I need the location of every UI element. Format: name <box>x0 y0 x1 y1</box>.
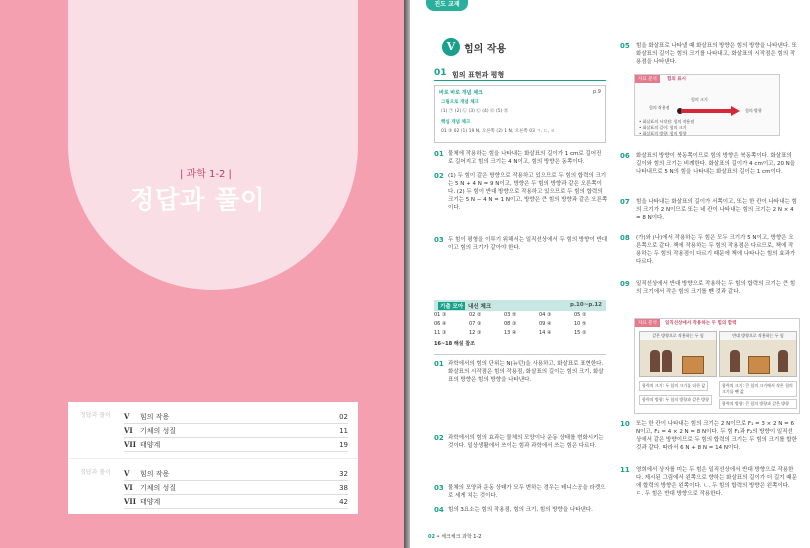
toc-num: V <box>124 469 130 478</box>
answer-item <box>434 360 608 384</box>
toc-num: VII <box>124 497 136 506</box>
answer-key-grid <box>434 312 606 352</box>
answer-cell: 07 ③ <box>469 321 482 327</box>
item-number: 09 <box>620 280 630 288</box>
answer-cell: 01 ③ <box>434 312 447 318</box>
section-number: 01 <box>434 68 447 78</box>
answer-key-header <box>434 300 606 311</box>
crate-icon <box>682 356 704 374</box>
unit-number-badge: V <box>442 38 460 56</box>
item-number: 06 <box>620 152 630 160</box>
item-number: 02 <box>434 434 444 442</box>
item-text: 힘을 화살표로 나타낼 때 화살표의 방향은 힘의 방향을 나타낸다. 또 화살표의 길이는 힘의 크기를 나타내고, 화살표의 시작점은 힘의 작용점을 나타낸다. <box>636 43 797 65</box>
item-text: 또는 한 칸이 나타내는 힘의 크기는 2 N이므로 F₁ = 3 × 2 N = 6 N이고, F₂ = 4 × 2 N = 8 N이다. 두 힘 F₁과 F₂의 방향이 일직선상에서 같은 방향이므로 두 힘의 합력의 크기는 두 힘의 크기를 합한 것과 같다. 따라서 6 N + 8 N = 14 N이다. <box>636 421 797 451</box>
toc-num: VII <box>124 440 136 449</box>
toc-num: V <box>124 412 130 421</box>
box-line: 그림으로 개념 체크 <box>441 100 479 105</box>
item-number: 02 <box>434 172 444 180</box>
item-text: 과학에서의 힘의 단위는 N(뉴턴)을 사용하고, 화살표로 표현한다. 화살표의 시작점은 힘의 작용점, 화살표의 길이는 힘의 크기, 화살표의 방향은 힘의 방향을 나타낸다. <box>448 361 604 383</box>
person-icon <box>730 350 740 372</box>
answer-cell: 15 ② <box>574 330 587 336</box>
cover-title: 정답과 풀이 <box>130 185 266 214</box>
item-number: 03 <box>434 484 444 492</box>
same-direction-panel <box>639 331 717 377</box>
answer-item <box>434 434 608 450</box>
answer-item <box>620 466 798 498</box>
panel-heading: 반대 방향으로 작용하는 두 힘 <box>720 332 796 340</box>
answer-item <box>620 152 798 176</box>
crate-icon <box>748 356 770 374</box>
box-line: 핵심 개념 체크 <box>441 120 471 125</box>
toc-group-1 <box>68 402 358 458</box>
answer-item <box>434 484 608 500</box>
toc-num: VI <box>124 483 133 492</box>
toc-row[interactable] <box>124 410 348 424</box>
divider <box>434 354 606 355</box>
toc-num: VI <box>124 426 133 435</box>
figure-label: 힘의 방향 <box>745 108 762 113</box>
box-line: (1) ㉠ (2) ㉡ (3) ㉢ (4) ㉣ (5) ㉤ <box>441 109 509 114</box>
force-diagram <box>634 74 780 136</box>
item-text: 물체의 모양과 운동 상태가 모두 변하는 경우는 테니스공을 라켓으로 세게 치는 것이다. <box>448 485 606 499</box>
toc-name: 기체의 성질 <box>140 426 177 435</box>
answer-item <box>620 280 798 296</box>
figure-label: 힘의 크기 <box>691 97 708 102</box>
answer-cell: 06 ④ <box>434 321 447 327</box>
answer-item <box>620 234 798 266</box>
toc-page: 42 <box>339 497 348 506</box>
answer-item <box>620 420 798 452</box>
toc-row[interactable] <box>124 467 348 481</box>
cover-page <box>0 0 404 548</box>
page-number: 02 <box>428 534 435 540</box>
answer-item <box>434 150 608 166</box>
person-icon <box>778 350 788 372</box>
figure-note: 합력의 크기: 두 힘의 크기를 더한 값 <box>639 381 708 391</box>
figure-note: 합력의 방향: 두 힘의 방향과 같은 방향 <box>639 395 712 405</box>
item-text: 화살표의 방향이 북동쪽이므로 힘의 방향은 북동쪽이다. 화살표의 길이와 힘의 크기는 비례한다. 화살표의 길이가 4 cm이고, 20 N을 나타내므로 5 N의 힘을 나타내는 화살표의 길이는 1 cm이다. <box>636 153 796 175</box>
box-line: 01 ③ 02 (1) 19 N, 오른쪽 (2) 1 N, 오른쪽 03 ㄱ, ㄷ, ㄹ <box>441 129 556 134</box>
item-text: (가)와 (나)에서 작용하는 두 힘은 모두 크기가 5 N이고, 방향은 오른쪽으로 같다. 책에 작용하는 두 힘의 작용점은 다르므로, 책에 작용하는 두 힘의 작용점이 다르기 때문에 책에 나타나는 힘의 효과가 다르다. <box>636 235 796 265</box>
concept-check-box <box>434 85 606 143</box>
item-text: 일직선상에서 반대 방향으로 작용하는 두 힘의 합력의 크기는 큰 힘의 크기에서 작은 힘의 크기를 뺀 것과 같다. <box>636 281 796 295</box>
answer-cell: 02 ② <box>469 312 482 318</box>
item-number: 03 <box>434 236 444 244</box>
toc-page: 19 <box>339 440 348 449</box>
answer-item <box>434 506 608 514</box>
box-page: p.9 <box>593 89 601 95</box>
answer-cell: 08 ③ <box>504 321 517 327</box>
answer-key-title: 내신 체크 <box>468 304 492 310</box>
figure-title: 힘의 표시 <box>667 77 686 82</box>
answer-cell: 04 ③ <box>539 312 552 318</box>
answer-item <box>434 236 608 252</box>
item-text: 두 힘이 평형을 이루기 위해서는 일직선상에서 두 힘의 방향이 반대이고 힘의 크기가 같아야 한다. <box>448 237 608 251</box>
item-text: 힘을 나타내는 화살표의 길이가 서쪽이고, 또는 한 칸이 나타내는 힘의 크기가 2 N이므로 또는 네 칸이 나타내는 힘의 크기는 2 N × 4 = 8 N이다. <box>636 199 797 221</box>
arrow-head-icon <box>731 106 740 116</box>
figure-tag: 자료 분석 <box>635 75 660 83</box>
person-icon <box>662 350 672 372</box>
figure-note: 합력의 방향: 큰 힘의 방향과 같은 방향 <box>719 399 797 409</box>
toc-page: 11 <box>339 426 348 435</box>
item-text: (1) 두 힘이 같은 방향으로 작용하고 있으므로 두 힘의 합력의 크기는 5 N + 4 N = 9 N이고, 방향은 두 힘의 방향과 같은 오른쪽이다. (2) 두 힘이 반대 방향으로 작용하고 있으므로 두 힘의 합력의 크기는 5 N − 4 N = 1 N이고, 방향은 큰 힘의 방향과 같은 오른쪽이다. <box>448 173 608 211</box>
toc-name: 기체의 성질 <box>140 483 177 492</box>
unit-title: 힘의 작용 <box>464 44 507 55</box>
item-number: 11 <box>620 466 630 474</box>
toc-label: 정답과 풀이 <box>80 469 111 476</box>
answer-cell: 09 ④ <box>539 321 552 327</box>
item-text: 물체에 작용하는 힘을 나타내는 화살표의 길이가 1 cm로 길어진 로 길어지고 힘의 크기는 4 N이고, 힘의 방향은 동쪽이다. <box>448 151 602 165</box>
toc-label: 정답과 풀이 <box>80 412 111 419</box>
toc-name: 힘의 작용 <box>140 412 170 421</box>
figure-note: • 화살표의 길이: 힘의 크기 <box>639 125 687 130</box>
answer-cell: 14 ④ <box>539 330 552 336</box>
item-number: 04 <box>434 506 444 514</box>
item-number: 01 <box>434 360 444 368</box>
item-number: 05 <box>620 42 630 50</box>
answer-cell: 03 ⑤ <box>504 312 517 318</box>
toc-group-2 <box>68 458 358 514</box>
figure-note: 합력의 크기: 큰 힘의 크기에서 작은 힘의 크기를 뺀 값 <box>719 381 797 397</box>
answer-cell: 13 ④ <box>504 330 517 336</box>
figure-tag: 자료 분석 <box>635 319 660 327</box>
footer-text: • 체크체크 과학 1-2 <box>436 534 482 540</box>
toc-row[interactable] <box>124 481 348 495</box>
item-number: 10 <box>620 420 630 428</box>
toc-name: 태양계 <box>140 440 161 449</box>
person-icon <box>650 350 660 372</box>
toc-row[interactable] <box>124 495 348 509</box>
figure-note: • 화살표의 방향: 힘의 방향 <box>639 131 687 136</box>
item-text: 과학에서의 힘의 효과는 물체의 모양이나 운동 상태를 변화시키는 것이다. 일상생활에서 쓰이는 힘과 과학에서 쓰는 힘은 다르다. <box>448 435 604 449</box>
toc-name: 태양계 <box>140 497 161 506</box>
answer-extra: 16~18 해설 참조 <box>434 341 475 347</box>
answer-item <box>434 172 608 212</box>
answer-cell: 10 ⑤ <box>574 321 587 327</box>
section-title: 힘의 표현과 평형 <box>452 71 505 79</box>
item-number: 01 <box>434 150 444 158</box>
answer-page <box>410 0 810 548</box>
net-force-figure <box>634 318 800 414</box>
subject-label: | 과학 1-2 | <box>180 169 232 180</box>
answer-key-page: p.10~p.12 <box>570 302 602 308</box>
answer-item <box>620 42 798 66</box>
opposite-direction-panel <box>719 331 797 377</box>
section-tab: 진도 교재 <box>426 0 468 11</box>
answer-cell: 11 ③ <box>434 330 447 336</box>
item-text: 힘의 3요소는 힘의 작용점, 힘의 크기, 힘의 방향을 나타낸다. <box>448 507 593 513</box>
toc-page: 38 <box>339 483 348 492</box>
toc-row[interactable] <box>124 438 348 452</box>
toc-page: 32 <box>339 469 348 478</box>
figure-note: • 화살표의 시작점: 힘의 작용점 <box>639 119 695 124</box>
answer-cell: 05 ② <box>574 312 587 318</box>
answer-item <box>620 198 798 222</box>
panel-heading: 같은 방향으로 작용하는 두 힘 <box>640 332 716 340</box>
figure-label: 힘의 작용점 <box>649 105 670 110</box>
figure-title: 일직선상에서 작용하는 두 힘의 합력 <box>665 321 737 326</box>
toc-page: 02 <box>339 412 348 421</box>
item-number: 08 <box>620 234 630 242</box>
answer-cell: 12 ③ <box>469 330 482 336</box>
toc-row[interactable] <box>124 424 348 438</box>
page-footer <box>428 533 481 540</box>
item-number: 07 <box>620 198 630 206</box>
cover-shape <box>68 0 358 290</box>
item-text: 영희에서 상자를 미는 두 힘은 일직선상에서 반대 방향으로 작용한다. 제시된 그림에서 왼쪽으로 향하는 화살표의 길이가 더 길기 때문에 합력의 방향은 왼쪽이다. ㄴ. 두 힘의 합력의 방향은 왼쪽이다. ㄷ. 두 힘은 반대 방향으로 작용한다. <box>636 467 797 497</box>
section-divider <box>434 80 606 81</box>
box-heading: 바로 바로 개념 체크 <box>439 90 483 96</box>
toc-name: 힘의 작용 <box>140 469 170 478</box>
force-arrow <box>681 109 733 113</box>
answer-key-tag: 기출 모아 <box>440 304 464 310</box>
